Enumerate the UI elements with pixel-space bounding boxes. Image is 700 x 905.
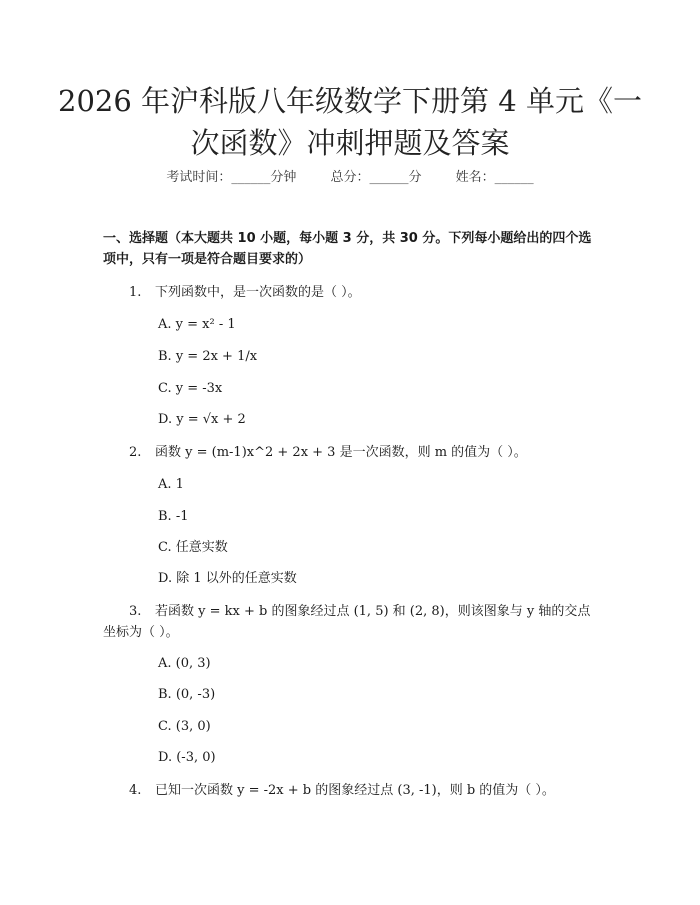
- option-a: A. 1: [158, 477, 184, 492]
- exam-time: 考试时间：______分钟: [166, 170, 297, 185]
- document-title: 2026 年沪科版八年级数学下册第 4 单元《一次函数》冲刺押题及答案: [58, 84, 642, 160]
- question-text: 下列函数中，是一次函数的是（ ）。: [155, 285, 361, 300]
- option-c: C. (3, 0): [158, 719, 211, 734]
- question-text: 已知一次函数 y = -2x + b 的图象经过点 (3, -1)，则 b 的值为（ ）。: [155, 783, 555, 798]
- exam-score: 总分：______分: [330, 170, 422, 185]
- option-b: B. (0, -3): [158, 687, 216, 702]
- option-b: B. y = 2x + 1/x: [158, 349, 258, 364]
- option-b: B. -1: [158, 509, 189, 524]
- option-d: D. 除 1 以外的任意实数: [158, 571, 297, 586]
- question-text: 函数 y = (m-1)x^2 + 2x + 3 是一次函数，则 m 的值为（ ）。: [155, 445, 527, 460]
- option-c: C. 任意实数: [158, 540, 228, 555]
- question-text: 若函数 y = kx + b 的图象经过点 (1, 5) 和 (2, 8)，则该图象与 y 轴的交点坐标为（ ）。: [103, 604, 591, 640]
- question-number: 1.: [129, 285, 142, 300]
- exam-meta: [0, 166, 700, 185]
- section-heading: 一、选择题（本大题共 10 小题，每小题 3 分，共 30 分。下列每小题给出的四个选项中，只有一项是符合题目要求的）: [103, 231, 592, 267]
- option-d: D. (-3, 0): [158, 750, 216, 765]
- option-c: C. y = -3x: [158, 381, 223, 396]
- option-d: D. y = √x + 2: [158, 412, 246, 427]
- student-name: 姓名：______: [455, 170, 534, 185]
- question-2: [103, 442, 601, 463]
- question-number: 3.: [129, 604, 142, 619]
- option-a: A. y = x² - 1: [158, 317, 236, 332]
- question-number: 4.: [129, 783, 142, 798]
- question-1: [103, 282, 601, 303]
- question-3: [103, 601, 601, 643]
- question-4: [103, 780, 601, 801]
- option-a: A. (0, 3): [158, 656, 211, 671]
- question-number: 2.: [129, 445, 142, 460]
